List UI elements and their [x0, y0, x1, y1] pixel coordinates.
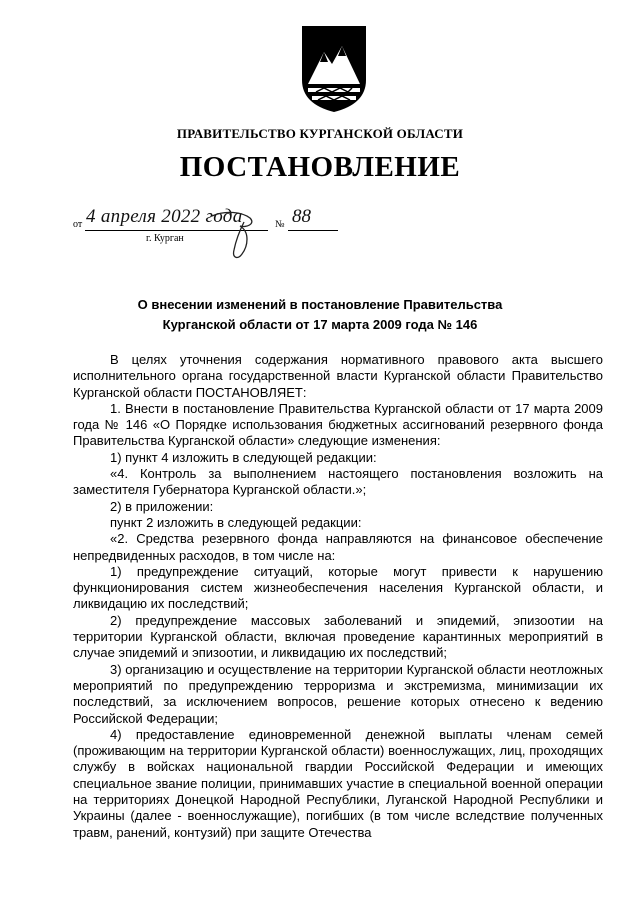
body-paragraph: «2. Средства резервного фонда направляются на финансовое обеспечение непредвиденных расходов, в том числе на:: [73, 531, 603, 563]
subject-line-2: Курганской области от 17 марта 2009 года № 146: [162, 317, 478, 332]
document-body: [73, 352, 603, 841]
document-subject: [0, 295, 640, 335]
government-name: ПРАВИТЕЛЬСТВО КУРГАНСКОЙ ОБЛАСТИ: [176, 126, 464, 141]
body-paragraph: 2) предупреждение массовых заболеваний и эпидемий, эпизоотии на территории Курганской области, включая проведение карантинных мероприятий в случае эпидемий и эпизоотии, и ликвидацию их последствий;: [73, 612, 603, 661]
number-prefix-label: №: [275, 219, 285, 230]
body-paragraph: 1) пункт 4 изложить в следующей редакции:: [110, 449, 377, 465]
number-underline: [288, 230, 338, 231]
city-label: г. Курган: [146, 233, 184, 244]
body-paragraph: 4) предоставление единовременной денежной выплаты членам семей (проживающим на территории Курганской области) военнослужащих, лиц, проходящих службу в войсках национальной гвардии Российской Федерации и имеющих специальное звание полиции, принимавших участие в специальной военной операции на территориях Донецкой Народной Республики, Луганской Народной Республики и Украины (далее - военнослужащие), погибших (в том числе вследствие полученных травм, ранений, контузий) при защите Отечества: [73, 726, 603, 840]
body-paragraph: пункт 2 изложить в следующей редакции:: [110, 514, 362, 530]
preamble-paragraph: В целях уточнения содержания нормативного правового акта высшего исполнительного органа государственной власти Курганской области Правительство Курганской области ПОСТАНОВЛЯЕТ:: [73, 352, 603, 400]
body-paragraph: 2) в приложении:: [110, 498, 214, 514]
body-paragraph: 1) предупреждение ситуаций, которые могут привести к нарушению функционирования систем жизнеобеспечения населения Курганской области, и ликвидацию их последствий;: [73, 563, 603, 612]
body-paragraph: 3) организацию и осуществление на территории Курганской области неотложных мероприятий по предупреждению терроризма и экстремизма, минимизации их последствий, за исключением вопросов, решение которых отнесено к ведению Российской Федерации;: [73, 661, 603, 726]
date-prefix-label: от: [73, 219, 83, 230]
body-paragraph: «4. Контроль за выполнением настоящего постановления возложить на заместителя Губернатора Курганской области.»;: [73, 466, 603, 498]
body-paragraph: 1. Внести в постановление Правительства Курганской области от 17 марта 2009 года № 146 «О Порядке использования бюджетных ассигнований резервного фонда Правительства Курганской области» следующие изменения:: [73, 400, 603, 449]
coat-of-arms-icon: [298, 22, 370, 114]
document-type-title: ПОСТАНОВЛЕНИЕ: [179, 151, 461, 183]
subject-line-1: О внесении изменений в постановление Правительства: [137, 297, 503, 312]
handwritten-number: 88: [292, 206, 311, 227]
handwritten-date: 4 апреля 2022 года: [86, 206, 243, 227]
signature-flourish: [206, 196, 266, 262]
